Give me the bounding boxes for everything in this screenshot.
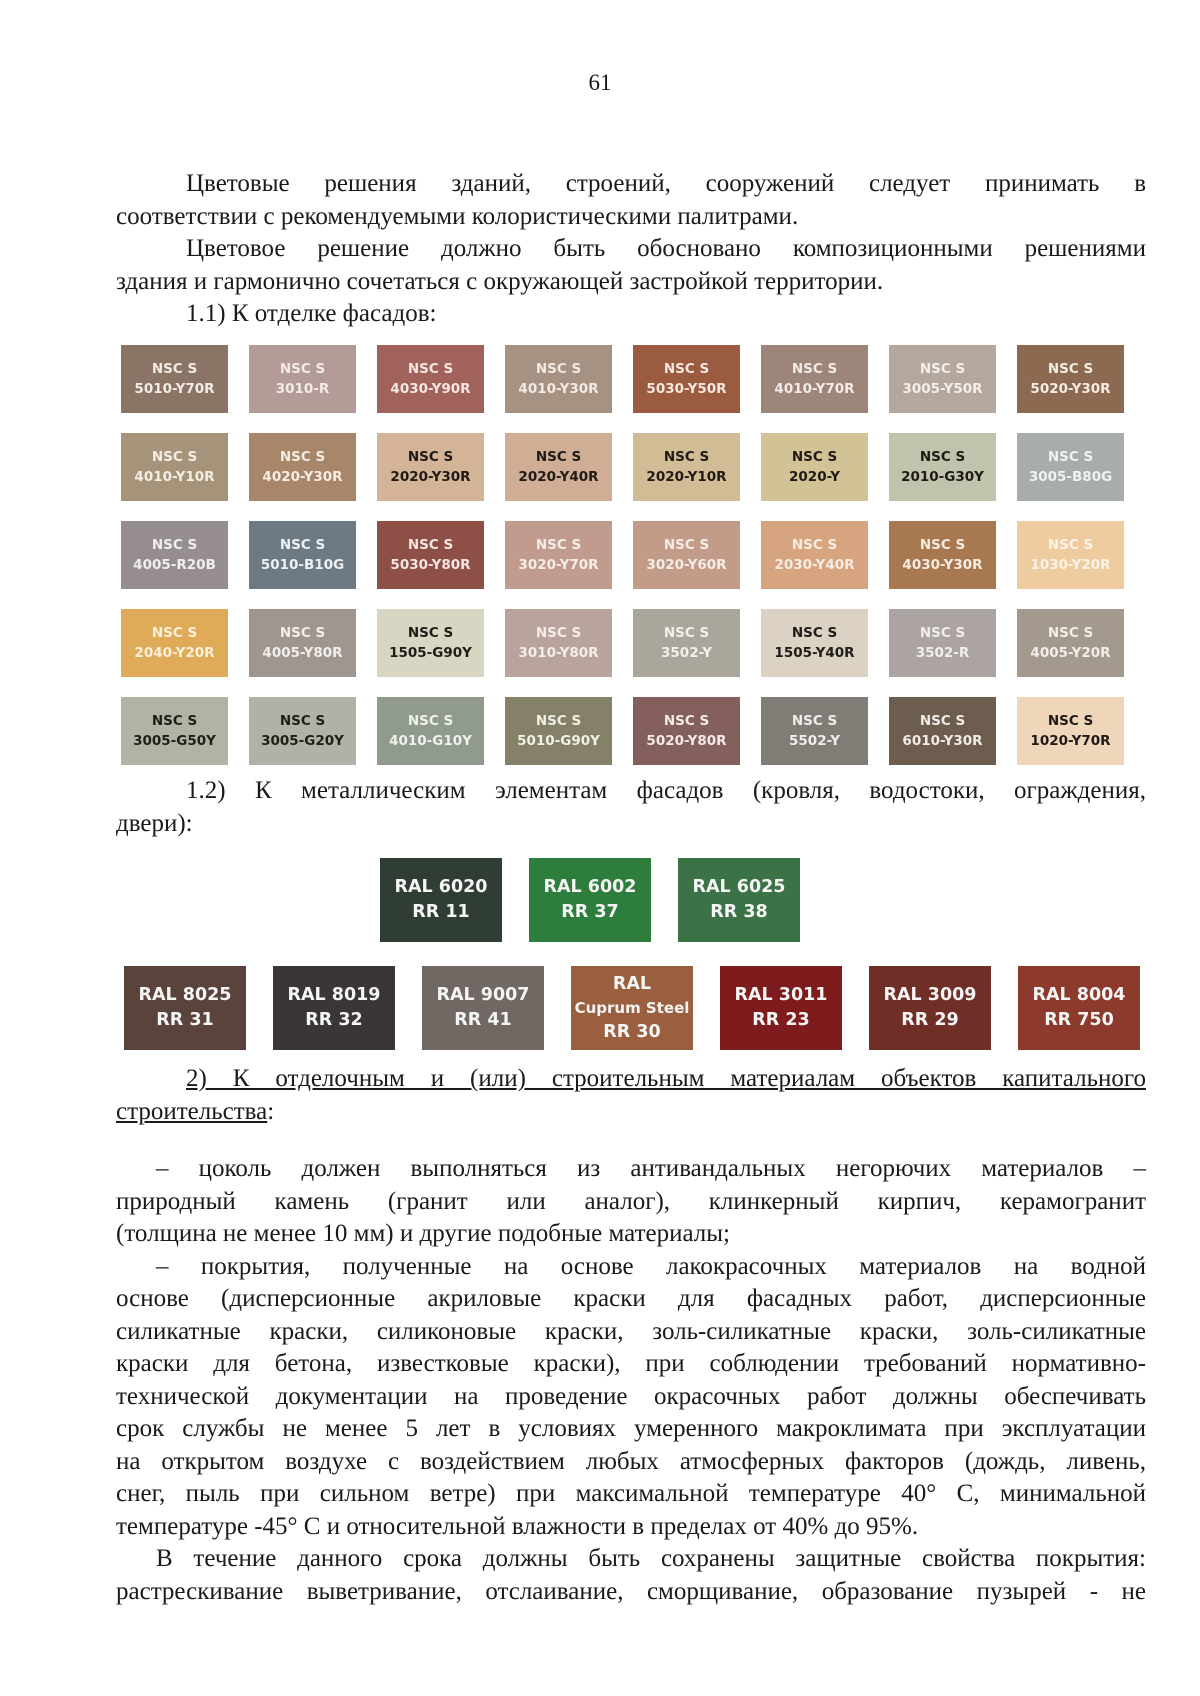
swatch-code-label: 2010-G30Y [901, 469, 984, 485]
color-swatch [249, 521, 356, 589]
swatch-code-label: 2020-Y30R [390, 469, 471, 485]
color-swatch [633, 609, 740, 677]
ral-color-swatch [529, 858, 651, 942]
swatch-system-label: NSC S [919, 713, 966, 729]
color-swatch [889, 697, 996, 765]
bullet-line: снег, пыль при сильном ветре) при максимальной температуре 40° С, минимальной [116, 1480, 1146, 1507]
swatch-system-label: NSC S [1047, 449, 1094, 465]
swatch-system-label: NSC S [151, 713, 198, 729]
rr-code-label: RR 750 [1044, 1010, 1114, 1030]
color-swatch [761, 345, 868, 413]
swatch-system-label: NSC S [663, 449, 710, 465]
rr-code-label: RR 29 [901, 1010, 959, 1030]
swatch-code-label: 2020-Y10R [646, 469, 727, 485]
swatch-system-label: NSC S [535, 537, 582, 553]
color-swatch [889, 433, 996, 501]
color-swatch [633, 697, 740, 765]
color-swatch [761, 433, 868, 501]
swatch-code-label: 1505-Y40R [774, 645, 855, 661]
ral-code-label: RAL 6020 [394, 877, 488, 897]
color-swatch [1017, 609, 1124, 677]
color-swatch [377, 433, 484, 501]
requirements-list [116, 1153, 1146, 1608]
bullet-line: – цоколь должен выполняться из антивандальных негорючих материалов – [156, 1155, 1146, 1182]
metal-heading-line1: 1.2) К металлическим элементам фасадов (кровля, водостоки, ограждения, [186, 777, 1146, 804]
swatch-system-label: NSC S [663, 625, 710, 641]
swatch-system-label: NSC S [279, 361, 326, 377]
swatch-code-label: 3005-G50Y [133, 733, 216, 749]
rr-code-label: RR 41 [454, 1010, 512, 1030]
rr-code-label: RR 37 [561, 902, 619, 922]
swatch-code-label: 4005-Y20R [1030, 645, 1111, 661]
swatch-system-label: NSC S [791, 625, 838, 641]
intro-p1-line1: Цветовые решения зданий, строений, сооружений следует принимать в [186, 170, 1146, 197]
swatch-system-label: NSC S [407, 361, 454, 377]
section-2-heading [116, 1063, 1146, 1128]
swatch-code-label: 3005-Y50R [902, 381, 983, 397]
swatch-system-label: NSC S [663, 361, 710, 377]
swatch-system-label: NSC S [151, 625, 198, 641]
ral-code-label: RAL 6025 [692, 877, 786, 897]
ral-code-label: RAL 3009 [883, 985, 977, 1005]
swatch-system-label: NSC S [279, 537, 326, 553]
swatch-system-label: NSC S [279, 625, 326, 641]
ral-code-label: RAL 9007 [436, 985, 530, 1005]
ral-code-label: RAL 6002 [543, 877, 637, 897]
swatch-system-label: NSC S [279, 449, 326, 465]
swatch-code-label: 2040-Y20R [134, 645, 215, 661]
facade-color-palette [121, 345, 1127, 763]
swatch-system-label: NSC S [535, 449, 582, 465]
swatch-code-label: 5020-Y30R [1030, 381, 1111, 397]
swatch-code-label: 3502-Y [661, 645, 712, 661]
swatch-system-label: NSC S [407, 537, 454, 553]
color-swatch [249, 345, 356, 413]
final-line1: В течение данного срока должны быть сохранены защитные свойства покрытия: [156, 1545, 1146, 1572]
swatch-code-label: 5020-Y80R [646, 733, 727, 749]
swatch-code-label: 1020-Y70R [1030, 733, 1111, 749]
color-swatch [1017, 697, 1124, 765]
swatch-code-label: 1030-Y20R [1030, 557, 1111, 573]
swatch-code-label: 4010-Y10R [134, 469, 215, 485]
ral-code-label: RAL 8004 [1032, 985, 1126, 1005]
rr-code-label: RR 23 [752, 1010, 810, 1030]
section-2-colon: : [267, 1097, 275, 1125]
ral-code-label: RAL 3011 [734, 985, 828, 1005]
color-swatch [889, 345, 996, 413]
section-2-line1: 2) К отделочным и (или) строительным материалам объектов капитального [186, 1065, 1146, 1092]
color-swatch [633, 433, 740, 501]
swatch-system-label: NSC S [151, 537, 198, 553]
ral-color-swatch [273, 966, 395, 1050]
swatch-system-label: NSC S [663, 713, 710, 729]
swatch-system-label: NSC S [1047, 361, 1094, 377]
color-swatch [249, 697, 356, 765]
color-swatch [377, 521, 484, 589]
color-swatch [761, 609, 868, 677]
swatch-code-label: 5030-Y80R [390, 557, 471, 573]
bullet-line: краски для бетона, известковые краски), при соблюдении требований нормативно- [116, 1350, 1146, 1377]
color-swatch [121, 345, 228, 413]
swatch-code-label: 3502-R [915, 645, 970, 661]
ral-color-swatch [720, 966, 842, 1050]
color-swatch [121, 433, 228, 501]
color-swatch [249, 433, 356, 501]
swatch-system-label: NSC S [791, 361, 838, 377]
ral-color-swatch [678, 858, 800, 942]
bullet-line: природный камень (гранит или аналог), клинкерный кирпич, керамогранит [116, 1187, 1146, 1215]
color-swatch [121, 609, 228, 677]
swatch-system-label: NSC S [535, 625, 582, 641]
swatch-system-label: NSC S [919, 537, 966, 553]
swatch-code-label: 3020-Y60R [646, 557, 727, 573]
swatch-system-label: NSC S [151, 449, 198, 465]
ral-code-label: RAL 8025 [138, 985, 232, 1005]
bullet-line: температуре -45° С и относительной влажности в пределах от 40% до 95%. [116, 1512, 919, 1540]
color-swatch [377, 609, 484, 677]
ral-color-swatch [124, 966, 246, 1050]
ral-color-swatch [1018, 966, 1140, 1050]
swatch-code-label: 5010-Y70R [134, 381, 215, 397]
intro-p1-line2: соответствии с рекомендуемыми колористическими палитрами. [116, 202, 799, 230]
ral-color-swatch [422, 966, 544, 1050]
swatch-system-label: NSC S [1047, 537, 1094, 553]
swatch-system-label: NSC S [663, 537, 710, 553]
swatch-system-label: NSC S [919, 625, 966, 641]
rr-code-label: RR 38 [710, 902, 768, 922]
swatch-code-label: 3020-Y70R [518, 557, 599, 573]
swatch-system-label: NSC S [791, 713, 838, 729]
swatch-code-label: 3005-G20Y [261, 733, 344, 749]
bullet-line: (толщина не менее 10 мм) и другие подобные материалы; [116, 1220, 731, 1247]
ral-code-label: RAL [612, 973, 652, 994]
color-swatch [377, 345, 484, 413]
color-swatch [633, 345, 740, 413]
section-2-line2: строительства [116, 1097, 268, 1125]
swatch-code-label: 5502-Y [789, 733, 840, 749]
page-number: 61 [588, 70, 612, 95]
swatch-code-label: 5010-B10G [260, 557, 345, 573]
swatch-code-label: 2030-Y40R [774, 557, 855, 573]
color-swatch [889, 609, 996, 677]
swatch-system-label: NSC S [407, 449, 454, 465]
ral-name-label: Cuprum Steel [574, 998, 690, 1017]
rr-code-label: RR 32 [305, 1010, 363, 1030]
swatch-code-label: 4020-Y30R [262, 469, 343, 485]
swatch-code-label: 3010-R [275, 381, 330, 397]
color-swatch [761, 697, 868, 765]
swatch-system-label: NSC S [151, 361, 198, 377]
item-1-1-heading: 1.1) К отделке фасадов: [186, 300, 437, 327]
swatch-system-label: NSC S [535, 713, 582, 729]
swatch-code-label: 4030-Y90R [390, 381, 471, 397]
color-swatch [121, 697, 228, 765]
metal-color-palette-row-2 [124, 966, 1140, 1050]
intro-text [116, 168, 1146, 331]
swatch-code-label: 4005-R20B [133, 557, 216, 573]
swatch-code-label: 4005-Y80R [262, 645, 343, 661]
color-swatch [505, 609, 612, 677]
swatch-system-label: NSC S [279, 713, 326, 729]
bullet-line: срок службы не менее 5 лет в условиях умеренного макроклимата при эксплуатации [116, 1415, 1146, 1442]
rr-code-label: RR 30 [603, 1021, 661, 1042]
color-swatch [505, 433, 612, 501]
swatch-system-label: NSC S [791, 537, 838, 553]
color-swatch [633, 521, 740, 589]
swatch-system-label: NSC S [1047, 625, 1094, 641]
rr-code-label: RR 11 [412, 902, 470, 922]
swatch-code-label: 4010-G10Y [389, 733, 472, 749]
swatch-code-label: 4010-Y30R [518, 381, 599, 397]
color-swatch [1017, 521, 1124, 589]
swatch-system-label: NSC S [407, 713, 454, 729]
swatch-system-label: NSC S [919, 449, 966, 465]
swatch-code-label: 3010-Y80R [518, 645, 599, 661]
swatch-code-label: 5010-G90Y [517, 733, 600, 749]
swatch-code-label: 2020-Y [789, 469, 840, 485]
bullet-line: на открытом воздухе с воздействием любых атмосферных факторов (дождь, ливень, [116, 1447, 1146, 1475]
ral-color-swatch [380, 858, 502, 942]
color-swatch [1017, 345, 1124, 413]
final-line2: растрескивание выветривание, отслаивание, сморщивание, образование пузырей - не [116, 1577, 1146, 1605]
bullet-line: – покрытия, полученные на основе лакокрасочных материалов на водной [156, 1252, 1146, 1280]
color-swatch [249, 609, 356, 677]
swatch-code-label: 1505-G90Y [389, 645, 472, 661]
color-swatch [377, 697, 484, 765]
swatch-code-label: 3005-B80G [1028, 469, 1113, 485]
metal-color-palette-row-1 [380, 858, 800, 942]
metal-heading-line2: двери): [116, 809, 193, 837]
swatch-code-label: 4030-Y30R [902, 557, 983, 573]
swatch-code-label: 5030-Y50R [646, 381, 727, 397]
swatch-code-label: 4010-Y70R [774, 381, 855, 397]
color-swatch [121, 521, 228, 589]
metal-elements-text [116, 775, 1146, 840]
ral-color-swatch [869, 966, 991, 1050]
ral-code-label: RAL 8019 [287, 985, 381, 1005]
intro-p2-line1: Цветовое решение должно быть обосновано композиционными решениями [186, 235, 1146, 262]
ral-color-swatch [571, 966, 693, 1050]
swatch-code-label: 6010-Y30R [902, 733, 983, 749]
color-swatch [761, 521, 868, 589]
bullet-line: силикатные краски, силиконовые краски, золь-силикатные краски, золь-силикатные [116, 1317, 1146, 1345]
bullet-line: технической документации на проведение окрасочных работ должны обеспечивать [116, 1382, 1146, 1410]
swatch-code-label: 2020-Y40R [518, 469, 599, 485]
bullet-line: основе (дисперсионные акриловые краски для фасадных работ, дисперсионные [116, 1285, 1146, 1312]
swatch-system-label: NSC S [791, 449, 838, 465]
intro-p2-line2: здания и гармонично сочетаться с окружающей застройкой территории. [116, 267, 884, 295]
swatch-system-label: NSC S [1047, 713, 1094, 729]
color-swatch [1017, 433, 1124, 501]
color-swatch [889, 521, 996, 589]
color-swatch [505, 345, 612, 413]
swatch-system-label: NSC S [535, 361, 582, 377]
rr-code-label: RR 31 [156, 1010, 214, 1030]
swatch-system-label: NSC S [919, 361, 966, 377]
color-swatch [505, 521, 612, 589]
color-swatch [505, 697, 612, 765]
swatch-system-label: NSC S [407, 625, 454, 641]
